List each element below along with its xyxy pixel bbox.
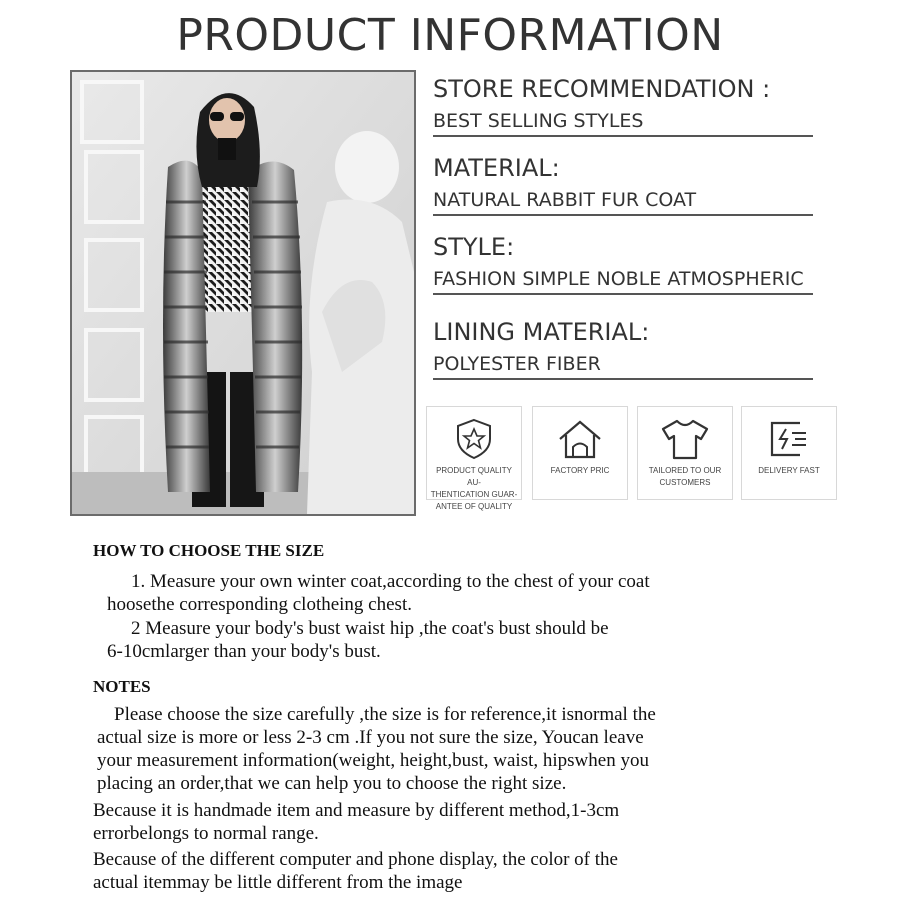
notes-line: Please choose the size carefully ,the size is for reference,it isnormal the [114,704,656,725]
info-lining-material [433,318,813,380]
size-heading: HOW TO CHOOSE THE SIZE [93,541,325,560]
feature-text-line: THENTICATION GUAR- [430,490,518,499]
notes-line: actual size is more or less 2-3 cm .If you not sure the size, Youcan leave [97,727,644,748]
feature-quality [426,406,522,511]
info-value: POLYESTER FIBER [433,352,813,380]
info-label: STYLE: [433,233,515,261]
feature-factory-price [532,406,628,500]
feature-text-line: FACTORY PRIC [550,466,610,475]
feature-text-line: CUSTOMERS [659,478,711,487]
info-material [433,154,813,216]
feature-text-line: PRODUCT QUALITY AU- [436,466,512,487]
feature-delivery [741,406,837,500]
info-style [433,233,833,295]
delivery-icon [766,417,812,461]
info-value: FASHION SIMPLE NOBLE ATMOSPHERIC [433,267,813,295]
feature-tailored [637,406,733,500]
notes-para-2 [93,799,619,845]
size-step-2-line: 2 Measure your body's bust waist hip ,the coat's bust should be [131,618,609,639]
info-label: STORE RECOMMENDATION : [433,75,771,103]
notes-heading: NOTES [93,677,151,696]
house-icon [555,417,605,461]
feature-text-line: ANTEE OF QUALITY [435,502,513,511]
feature-text-line: TAILORED TO OUR [648,466,722,475]
size-step-1-line: 1. Measure your own winter coat,according to the chest of your coat [131,571,650,592]
page-title: PRODUCT INFORMATION [176,10,724,61]
notes-line: Because it is handmade item and measure by different method,1-3cm [93,800,620,821]
notes-line: errorbelongs to normal range. [93,823,319,844]
info-label: LINING MATERIAL: [433,318,650,346]
feature-text-line: DELIVERY FAST [758,466,820,475]
size-step-2 [107,617,609,663]
notes-line: actual itemmay be little different from the image [93,872,463,893]
tshirt-icon [659,417,711,461]
info-label: MATERIAL: [433,154,560,182]
notes-line: placing an order,that we can help you to choose the right size. [97,773,567,794]
shield-star-icon [452,417,496,461]
notes-line: your measurement information(weight, height,bust, waist, hipswhen you [97,750,649,771]
notes-line: Because of the different computer and phone display, the color of the [93,849,618,870]
product-photo [70,70,416,516]
info-value: NATURAL RABBIT FUR COAT [433,188,813,216]
notes-para-3 [93,848,618,894]
info-value: BEST SELLING STYLES [433,109,813,137]
notes-para-1 [97,703,656,795]
info-store-recommendation [433,75,813,137]
size-step-1 [107,570,650,616]
size-step-2-line: 6-10cmlarger than your body's bust. [107,641,381,662]
size-step-1-line: hoosethe corresponding clotheing chest. [107,594,412,615]
